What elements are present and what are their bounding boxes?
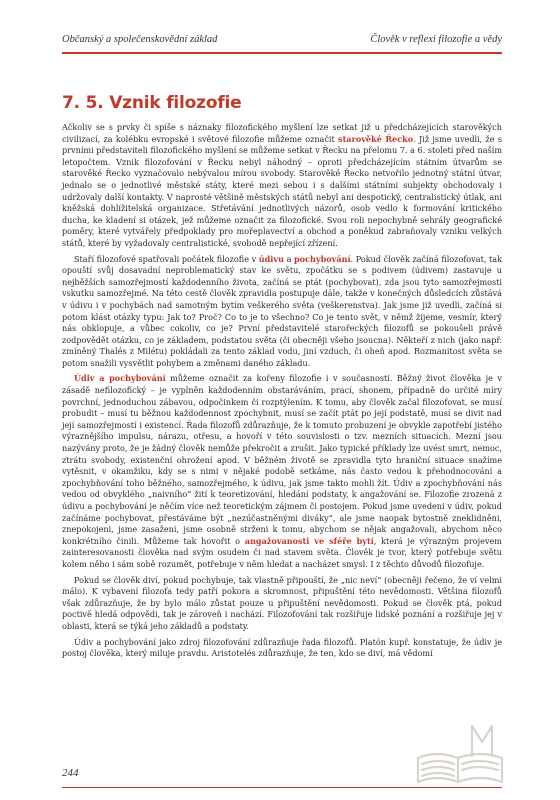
highlighted-term: starověké Řecko — [338, 133, 414, 144]
header-right-title: Člověk v reflexi filozofie a vědy — [370, 34, 502, 45]
text-run: a — [283, 253, 294, 264]
text-run: , která je výrazným projevem zainteresovanosti člověka nad svým osudem či nad stavem světa. Člověk je tvor, který potřebuje světu kolem něho i sám sobě rozumět, potřebuje v něm hledat a nacházet smysl. I z těchto důvodů filozofuje. — [62, 535, 502, 569]
running-header — [62, 34, 502, 52]
text-run: . Pokud člověk začíná filozofovat, tak opouští svůj dosavadní neproblematický stav ke světu, zpočátku se s podivem (údivem) zastavuje u nejběžších samozřejmostí každodenního života, začíná se ptát (pochybovat), zda jsou tyto samozřejmosti vskutku samozřejmé. Na této cestě člověk zpravidla postupuje dále, takže v konečných důsledcích zůstává v údivu i v pochybách nad samotným bytím veškerého světa (veškerenstva). Jak jsme již uvedli, začíná si potom klást otázky typu: Jak to? Proč? Co to je to všechno? Co je tento svět, v němž žijeme, vesmír, který nás obklopuje, a vůbec cokoliv, co je? První představitelé starořeckých filozofů se pokoušeli právě zodpovědět otázku, co je základem, podstatou světa (či obecněji všeho jsoucna). Někteří z nich (jako např. zmíněný Thalés z Milétu) pokládali za tento základ vodu, jiní vzduch, či oheň apod. Rozmanitost světa se potom snažili vysvětlit pohybem a změnami daného základu. — [62, 253, 502, 368]
paragraph — [62, 122, 502, 250]
book-logo-icon — [414, 718, 510, 790]
paragraph — [62, 254, 502, 370]
header-divider — [62, 52, 502, 54]
highlighted-term: angažovanosti ve sféře bytí — [244, 535, 374, 546]
highlighted-term: pochybování — [294, 253, 351, 264]
paragraph — [62, 575, 502, 633]
body-text — [62, 122, 502, 664]
text-run: můžeme označit za kořeny filozofie i v současnosti. Běžný život člověka je v zásadě nefilozofický – je vyplněn každodenním obstaráváním, prací, shonem, případně do určité míry povrchní, jednoduchou zábavou, odpočinkem či rozptýlením. K tomu, aby člověk začal filozofovat, se musí probudit – musí tu běžnou každodennost zpochybnit, musí se začít ptát po její podstatě, musí se divit nad její samozřejmostí i existencí. Řada filozofů zdůrazňuje, že k tomuto probuzení je obvykle zapotřebí jistého výraznějšího impulsu, nárazu, otřesu, a hovoří v této souvislosti o tzv. mezních situacích. Mezní jsou nazývány proto, že je žádný člověk nemůže překročit a zrušit. Jako typické příklady lze uvést smrt, nemoc, ztrátu svobody, existenční ohrožení apod. V běžném životě se zpravidla tyto hraniční situace snažíme vytěsnit, v okamžiku, kdy se s nimi v nějaké podobě setkáme, nás často vedou k přehodnocování a zpochybňování toho běžného, samozřejmého, k údivu, jak jsme takto mohli žít. Údiv a zpochybňování nás vedou od obvyklého „naivního“ žití k teoretizování, hledání podstaty, k angažování se. Filozofie zrozená z údivu a pochybování je něčím více než teoretickým zájmem či postojem. Pokud jsme uvedeni v údiv, pokud začínáme pochybovat, přestáváme být „nezúčastněnými diváky“, ale jsme naopak bytostně zneklidněni, znepokojeni, jsme zasaženi, jsme osobně strženi k tomu, abychom se nějak angažovali, abychom něco konkrétního činili. Můžeme tak hovořit o — [62, 373, 503, 546]
paragraph — [62, 373, 502, 570]
highlighted-term: údivu — [258, 253, 284, 264]
text-run: Údiv a pochybování jako zdroj filozofování zdůrazňuje řada filozofů. Platón kupř. konstatuje, že údiv je postoj člověka, který miluje pravdu. Aristotelés zdůrazňuje, že ten, kdo se diví, má vědomí — [62, 636, 502, 659]
header-left-title: Občanský a společenskovědní základ — [62, 34, 218, 45]
text-run: Pokud se člověk diví, pokud pochybuje, tak vlastně připouští, že „nic neví“ (obecněji řečeno, že ví velmi málo). K vybavení filozofa tedy patří pokora a skromnost, připuštění této nevědomosti. Většina filozofů však zdůrazňuje, že by bylo málo zůstat pouze u připuštění nevědomosti. Pokud se člověk ptá, pokud poctivě hledá odpovědi, tak je zároveň i nachází. Filozofování tak rozšiřuje lidské poznání a rozšiřuje jej v oblasti, která se týká jeho základů a podstaty. — [62, 574, 502, 631]
page-number: 244 — [62, 767, 79, 779]
section-title: 7. 5. Vznik filozofie — [62, 93, 242, 113]
paragraph — [62, 637, 502, 660]
text-run: Ačkoliv se s prvky či spíše s náznaky filozofického myšlení lze setkat již u předcházejících starověkých civilizací, za kolébku evropské i světové filozofie můžeme označit — [62, 122, 502, 144]
highlighted-term: Údiv a pochybování — [74, 373, 166, 384]
text-run: . Již jsme uvedli, že s prvními představiteli filozofického myšlení se můžeme setkat v Řecku na přelomu 7. a 6. století před naším letopočtem. Vznik filozofování v Řecku nebyl náhodný – oproti předcházejícím státním útvarům se starověké Řecko vyznačovalo nebývalou mírou svobody. Starověké Řecko netvořilo jednotný státní útvar, jednalo se o jednotlivé městské státy, které mezi sebou i s dalšími státními subjekty obchodovaly i udržovaly další kontakty. V naprosté většině městských států nebyl ani despotický, centralistický útlak, ani kněžská dohlížitelská organizace. Střetávání jednotlivých názorů, osob vedlo k formování kritického ducha, ke kladení si otázek, jež můžeme označit za filozofické. Svou roli nepochybně sehrály geografické poměry, které vytvářely předpoklady pro mořeplavectví a obchod a poněkud zabraňovaly vzniku velkých států, které by vyžadovaly centralistické, svobodě nepřející zřízení. — [62, 133, 502, 248]
text-run: Staří filozofové spatřovali počátek filozofie v — [74, 253, 259, 264]
footer-divider — [62, 787, 502, 788]
